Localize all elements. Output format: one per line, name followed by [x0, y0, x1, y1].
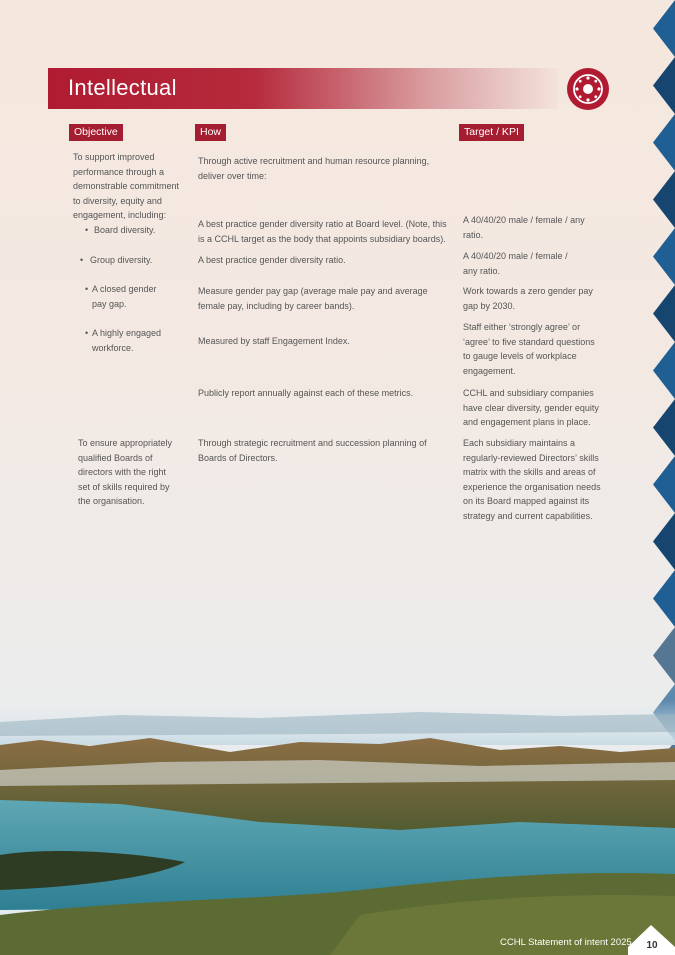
chevron-shape: [653, 570, 675, 627]
chevron-shape: [653, 114, 675, 171]
chevron-shape: [653, 57, 675, 114]
report-target: CCHL and subsidiary companies have clear diversity, gender equity and engagement plans in place.: [463, 388, 599, 428]
workforce-target: Staff either ‘strongly agree’ or ‘agree’ to five standard questions to gauge levels of workplace engagement.: [463, 322, 595, 376]
group-how: A best practice gender diversity ratio.: [198, 255, 346, 265]
harbour-landscape-image: [0, 700, 675, 955]
column-how: How: [195, 124, 226, 141]
page-number: 10: [646, 940, 658, 951]
boards-target: Each subsidiary maintains a regularly-reviewed Directors’ skills matrix with the skills and areas of experience the organisation needs on its Board mapped against its strategy and current capabilities.: [463, 438, 601, 521]
board-how: A best practice gender diversity ratio at Board level. (Note, this is a CCHL target as the body that appoints subsidiary boards).: [198, 219, 447, 244]
chevron-shape: [653, 627, 675, 684]
boards-objective: To ensure appropriately qualified Boards of directors with the right set of skills required by the organisation.: [78, 438, 173, 507]
footer-text: CCHL Statement of intent 2025: [500, 937, 632, 948]
group-target: A 40/40/20 male / female / any ratio.: [463, 251, 568, 276]
paygap-target: Work towards a zero gender pay gap by 2030.: [463, 286, 593, 311]
intro-how: Through active recruitment and human resource planning, deliver over time:: [198, 156, 430, 181]
chevron-shape: [653, 228, 675, 285]
bullet-dot: •: [85, 225, 89, 235]
intro-objective: To support improved performance through a demonstrable commitment to diversity, equity and engagement, including:: [73, 152, 180, 221]
report-how: Publicly report annually against each of these metrics.: [198, 388, 414, 398]
chevron-shape: [653, 342, 675, 399]
section-title: Intellectual: [68, 75, 177, 100]
bullet-dot: •: [85, 328, 89, 338]
chevron-shape: [653, 456, 675, 513]
column-objective: Objective: [69, 124, 123, 141]
column-target: Target / KPI: [459, 124, 524, 141]
sun-wheel-icon: [566, 67, 610, 111]
chevron-shape: [653, 285, 675, 342]
bullet-dot: •: [80, 255, 84, 265]
chevron-border: [651, 0, 675, 760]
section-header: [48, 68, 558, 109]
chevron-shape: [653, 513, 675, 570]
paygap-objective: A closed gender pay gap.: [92, 284, 157, 309]
workforce-how: Measured by staff Engagement Index.: [198, 336, 350, 346]
workforce-objective: A highly engaged workforce.: [92, 328, 162, 353]
chevron-shape: [653, 0, 675, 57]
paygap-how: Measure gender pay gap (average male pay and average female pay, including by career bands).: [198, 286, 428, 311]
chevron-shape: [653, 399, 675, 456]
page-number-badge: [628, 925, 675, 955]
boards-how: Through strategic recruitment and succession planning of Boards of Directors.: [198, 438, 427, 463]
chevron-shape: [653, 171, 675, 228]
bullet-dot: •: [85, 284, 89, 294]
group-objective: Group diversity.: [90, 255, 153, 265]
board-target: A 40/40/20 male / female / any ratio.: [463, 215, 585, 240]
board-objective: Board diversity.: [94, 225, 156, 235]
